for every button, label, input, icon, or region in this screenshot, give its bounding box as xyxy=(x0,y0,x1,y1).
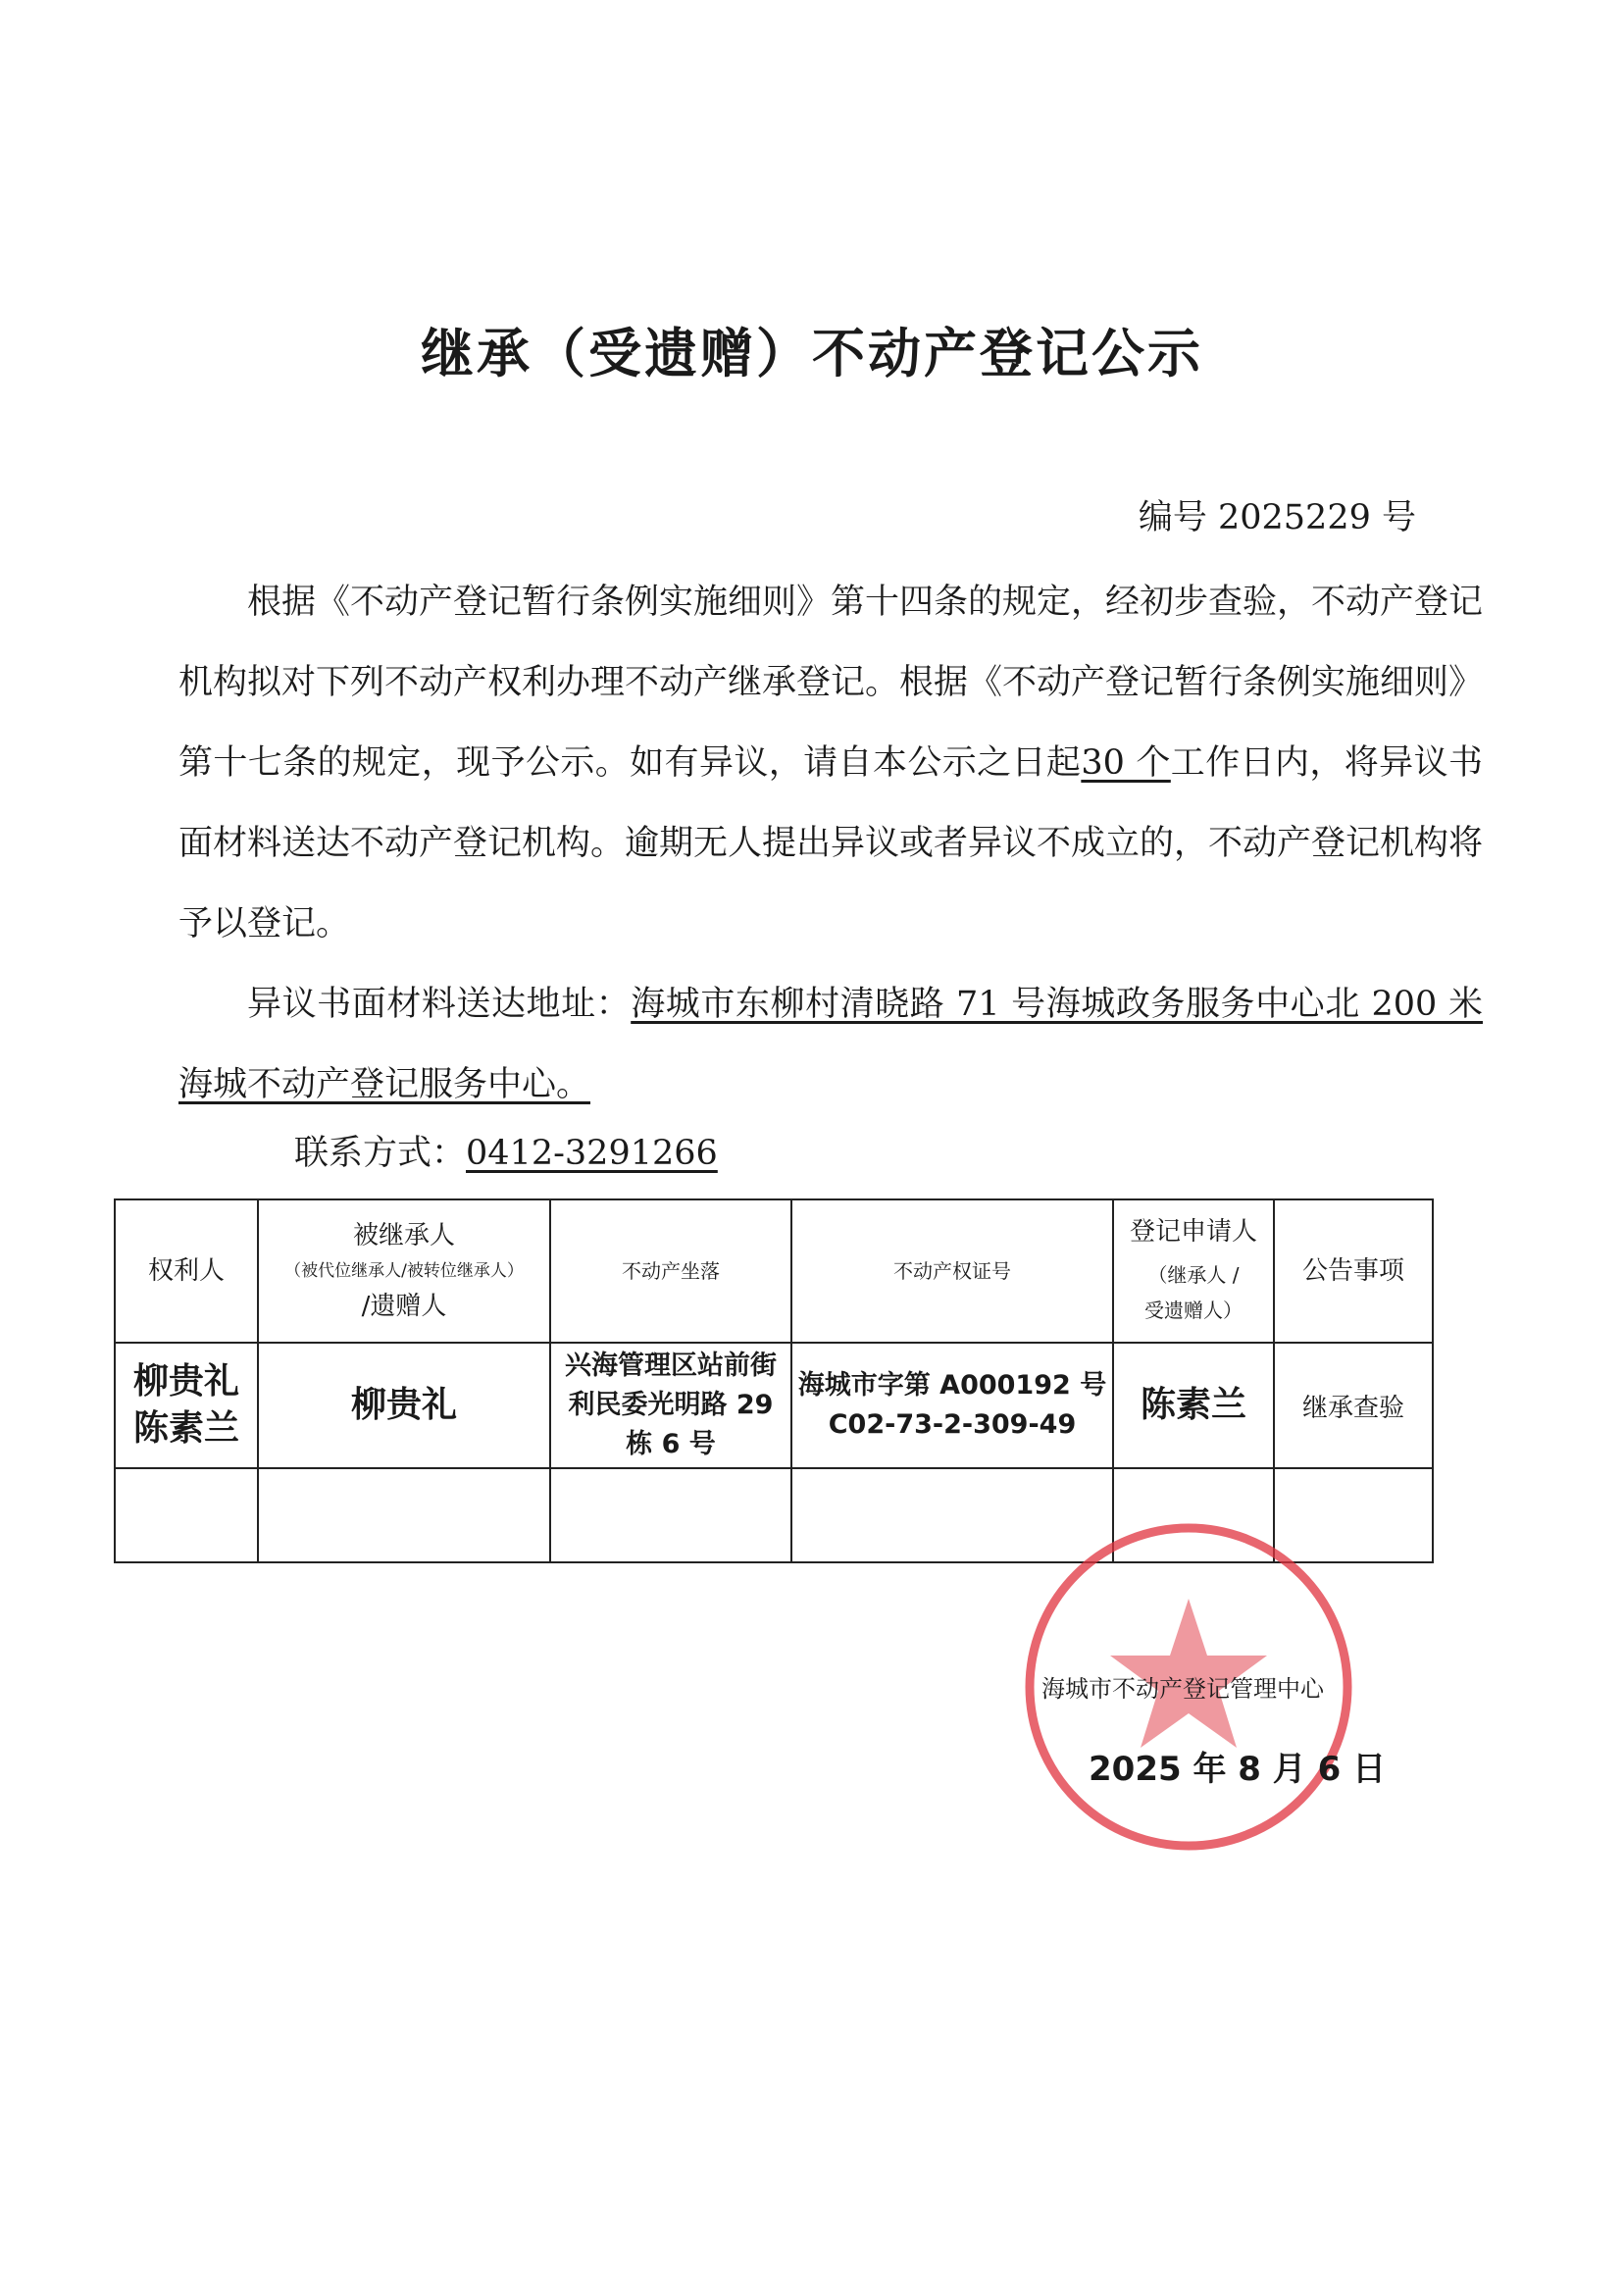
contact-label: 联系方式： xyxy=(294,1134,467,1173)
header-location: 不动产坐落 xyxy=(550,1199,791,1343)
header-decedent xyxy=(258,1199,550,1343)
rights-holder-name-1: 柳贵礼 xyxy=(132,1361,239,1402)
cell-notice-item: 继承查验 xyxy=(1274,1343,1433,1468)
table-row xyxy=(115,1343,1433,1468)
header-testator-label: /遗赠人 xyxy=(361,1292,447,1321)
location-line-1: 兴海管理区站前街 xyxy=(565,1351,777,1381)
contact-phone: 0412-3291266 xyxy=(466,1134,718,1173)
notice-text-part-2: 工作日内，将异议书面材料送达不动产登记机构。逾期无人提出异议或者异议不成立的，不动产登记机构将予以登记。 xyxy=(178,743,1484,943)
address-label: 异议书面材料送达地址： xyxy=(247,985,632,1024)
cell-rights-holder xyxy=(115,1343,258,1468)
table-header-row xyxy=(115,1199,1433,1343)
document-number: 编号 2025229 号 xyxy=(1138,498,1416,537)
page-title: 继承（受遗赠）不动产登记公示 xyxy=(421,323,1203,384)
issue-date: 2025 年 8 月 6 日 xyxy=(1089,1750,1387,1789)
objection-address: 海城市东柳村清晓路 71 号海城政务服务中心北 200 米海城不动产登记服务中心。 xyxy=(178,985,1483,1104)
notice-text-part-1: 根据《不动产登记暂行条例实施细则》第十四条的规定，经初步查验，不动产登记机构拟对下列不动产权利办理不动产继承登记。根据《不动产登记暂行条例实施细则》第十七条的规定，现予公示。如有异议，请自本公示之日起 xyxy=(178,583,1484,783)
empty-cell xyxy=(258,1468,550,1562)
cell-location xyxy=(550,1343,791,1468)
notice-body xyxy=(178,562,1483,1125)
header-notice-item: 公告事项 xyxy=(1274,1199,1433,1343)
cell-applicant: 陈素兰 xyxy=(1113,1343,1274,1468)
certificate-line-1: 海城市字第 A000192 号 xyxy=(797,1370,1107,1401)
empty-cell xyxy=(550,1468,791,1562)
header-applicant-note-2: 受遗赠人） xyxy=(1144,1299,1243,1322)
header-applicant-note-1: （继承人 / xyxy=(1147,1263,1240,1287)
header-applicant xyxy=(1113,1199,1274,1343)
empty-cell xyxy=(115,1468,258,1562)
rights-holder-name-2: 陈素兰 xyxy=(132,1408,239,1449)
certificate-line-2: C02-73-2-309-49 xyxy=(828,1409,1077,1440)
location-line-3: 栋 6 号 xyxy=(626,1429,716,1459)
header-applicant-label: 登记申请人 xyxy=(1129,1217,1257,1247)
location-line-2: 利民委光明路 29 xyxy=(568,1390,774,1420)
header-decedent-label: 被继承人 xyxy=(352,1221,455,1250)
cell-certificate xyxy=(791,1343,1113,1468)
address-paragraph xyxy=(178,964,1483,1125)
registration-table xyxy=(114,1198,1434,1563)
contact-line xyxy=(294,1126,718,1175)
issuing-authority: 海城市不动产登记管理中心 xyxy=(1041,1675,1324,1703)
notice-paragraph xyxy=(178,562,1483,964)
objection-period: 30 个 xyxy=(1081,743,1171,783)
header-rights-holder: 权利人 xyxy=(115,1199,258,1343)
header-certificate: 不动产权证号 xyxy=(791,1199,1113,1343)
header-decedent-note: （被代位继承人/被转位继承人） xyxy=(284,1261,524,1281)
cell-decedent: 柳贵礼 xyxy=(258,1343,550,1468)
